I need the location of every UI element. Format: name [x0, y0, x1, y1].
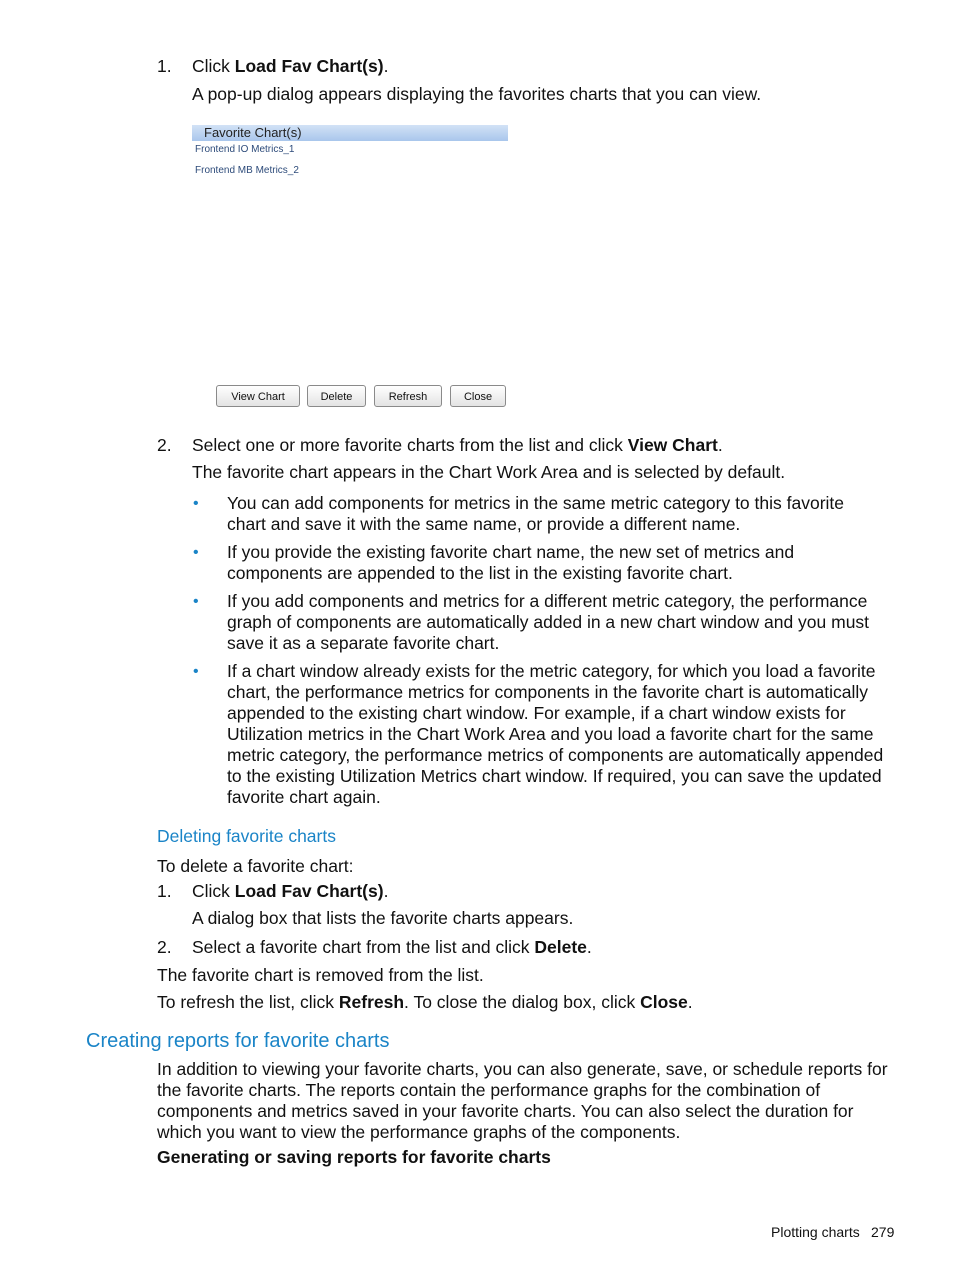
- menu-label: View Chart: [627, 435, 718, 455]
- bullet-text: If a chart window already exists for the metric category, for which you load a favorite chart, the performance metrics for components in the favorite chart is automatically appended to the existing chart window. For example, if a chart window exists for Utilization metrics in the Chart Work Area and you load a favorite chart for the same metric category, the performance metrics of components are automatically appended to the existing Utilization Metrics chart window. If required, you can save the updated favorite chart again.: [227, 661, 884, 807]
- intro-text: To delete a favorite chart:: [157, 856, 354, 876]
- step-end: .: [586, 937, 592, 957]
- dialog-title: Favorite Chart(s): [204, 125, 302, 140]
- step-end: .: [383, 881, 389, 901]
- view-chart-button[interactable]: View Chart: [216, 385, 300, 407]
- section-heading: Creating reports for favorite charts: [86, 1030, 390, 1052]
- step-text: [192, 881, 388, 902]
- text-segment: .: [687, 992, 693, 1012]
- step-number: 1.: [157, 56, 172, 76]
- subheading: Generating or saving reports for favorite charts: [157, 1147, 551, 1167]
- bullet-icon: •: [193, 544, 199, 561]
- footer-section-title: Plotting charts: [771, 1224, 860, 1240]
- step-number: 1.: [157, 881, 172, 901]
- step-description: The favorite chart appears in the Chart Work Area and is selected by default.: [192, 462, 786, 482]
- step-text: [192, 56, 388, 77]
- refresh-button[interactable]: Refresh: [374, 385, 442, 407]
- step-text: [192, 435, 723, 456]
- step-pre-text: Select a favorite chart from the list and click: [192, 937, 535, 957]
- step-text: [192, 937, 592, 958]
- bullet-text: If you provide the existing favorite chart name, the new set of metrics and components are appended to the list in the existing favorite chart.: [227, 542, 795, 583]
- step-click-text: Click: [192, 56, 235, 76]
- step-description: A dialog box that lists the favorite charts appears.: [192, 908, 574, 928]
- step-click-text: Click: [192, 881, 235, 901]
- favorite-chart-item[interactable]: Frontend IO Metrics_1: [195, 144, 295, 155]
- menu-label: Load Fav Chart(s): [234, 881, 384, 901]
- bullet-text: If you add components and metrics for a different metric category, the performance graph of components are automatically added in a new chart window and you must save it as a separate favorite chart.: [227, 591, 870, 653]
- section-heading: Deleting favorite charts: [157, 826, 336, 846]
- bullet-icon: •: [193, 663, 199, 680]
- text-segment: . To close the dialog box, click: [404, 992, 641, 1012]
- menu-label: Close: [640, 992, 688, 1012]
- step-number: 2.: [157, 937, 172, 957]
- result-text: The favorite chart is removed from the list.: [157, 965, 484, 985]
- step-description: A pop-up dialog appears displaying the favorites charts that you can view.: [192, 84, 762, 104]
- menu-label: Delete: [534, 937, 587, 957]
- menu-label: Refresh: [338, 992, 405, 1012]
- step-number: 2.: [157, 435, 172, 455]
- favorite-charts-dialog-header: [192, 125, 508, 141]
- step-pre-text: Select one or more favorite charts from the list and click: [192, 435, 628, 455]
- text-segment: To refresh the list, click: [157, 992, 339, 1012]
- bullet-icon: •: [193, 593, 199, 610]
- step-end: .: [383, 56, 389, 76]
- step-end: .: [717, 435, 723, 455]
- menu-label: Load Fav Chart(s): [234, 56, 384, 76]
- close-button[interactable]: Close: [450, 385, 506, 407]
- page-number: 279: [871, 1224, 895, 1240]
- favorite-chart-item[interactable]: Frontend MB Metrics_2: [195, 165, 299, 176]
- body-paragraph: In addition to viewing your favorite charts, you can also generate, save, or schedule reports for the favorite charts. The reports contain the performance graphs for the combination of components and metrics saved in your favorite charts. You can also select the duration for which you want to view the performance graphs of the components.: [157, 1059, 888, 1142]
- refresh-text: [157, 992, 693, 1013]
- bullet-text: You can add components for metrics in the same metric category to this favorite chart and save it with the same name, or provide a different name.: [227, 493, 845, 534]
- bullet-icon: •: [193, 495, 199, 512]
- delete-button[interactable]: Delete: [307, 385, 366, 407]
